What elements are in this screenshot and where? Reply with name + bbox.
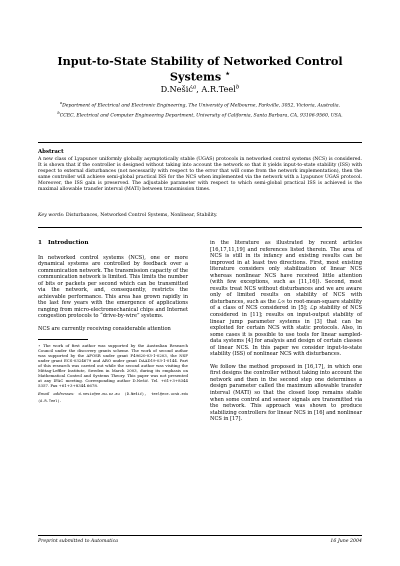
abstract-bottom-rule bbox=[38, 227, 362, 228]
footnote bbox=[38, 343, 188, 404]
paper-title bbox=[38, 54, 362, 84]
section-number: 1 bbox=[38, 240, 42, 246]
intro-paragraph-4: We follow the method proposed in [16,17], in which one first designs the controller without taking into account the network and then in the second step one determines a design parameter called the maximum allowable transfer interval (MATI) so that the closed loop remains stable when some control and sensor signals are transmitted via the network. This approach was shown to produce stabilizing controllers for linear NCS in [16] and nonlinear NCS in [17]. bbox=[210, 363, 362, 423]
title-footnote-mark: ⋆ bbox=[225, 68, 231, 78]
abstract-top-rule bbox=[38, 142, 362, 143]
affiliation-b bbox=[38, 111, 362, 119]
intro-paragraph-2: NCS are currently receiving considerable attention bbox=[38, 326, 171, 333]
intro-paragraph-3: in the literature as illustrated by recent articles [16,17,11,19] and references listed therein. The area of NCS is still in its infancy and existing results can be improved in at least two directions. First, most existing literature considers only stabilization of linear NCS whereas nonlinear NCS have received little attention (with few exceptions, such as [11,16]). Second, most results treat NCS without disturbances and we are aware only of limited results on stability of NCS with disturbances, such as the ℒ∞ to root-mean-square stability of a class of NCS considered in [5]; ℒp stability of NCS considered in [11]; results on input-output stability of linear jump parameter systems in [3] that can be exploited for certain NCS with static protocols. Also, in some cases it is possible to use tools for linear sampled-data systems [4] for analysis and design of certain classes of linear NCS. In this paper we consider input-to-state stability (ISS) of nonlinear NCS with disturbances. bbox=[210, 240, 362, 358]
email-label: Email addresses: bbox=[38, 391, 75, 397]
footer-date bbox=[330, 539, 362, 544]
section-heading bbox=[38, 240, 188, 247]
right-column bbox=[210, 240, 362, 429]
author-separator: , bbox=[196, 84, 199, 94]
footnote-mark: ⋆ bbox=[38, 342, 41, 348]
abstract-heading: Abstract bbox=[38, 149, 64, 155]
keywords-text: Disturbances, Networked Control Systems, Nonlinear, Stability. bbox=[65, 213, 218, 218]
author-list bbox=[38, 84, 362, 94]
intro-paragraph-1: In networked control systems (NCS), one or more dynamical systems are controlled by feedback over a communication network. The transmission capacity of the communication network is limited. This limits the number of bits or packets per second which can be transmitted via the network, and, consequently, restricts the achievable performance. This area has grown rapidly in the last few years with the emergence of applications ranging from micro-electromechanical chips and Internet congestion protocols to “drive-by-wire” systems. bbox=[38, 254, 188, 320]
footer-date-text: 16 June 2004 bbox=[330, 539, 362, 544]
keywords-label: Key words: bbox=[38, 213, 65, 218]
email-addresses[interactable]: d.nesic@ee.mu.oz.au (D.Nešić), teel@ece.ucsb.edu (A.R.Teel). bbox=[38, 392, 188, 403]
left-column bbox=[38, 240, 188, 404]
footnote-rule bbox=[38, 339, 88, 340]
section-title: Introduction bbox=[47, 240, 89, 246]
author-nesic: D.Nešić bbox=[160, 84, 193, 94]
author-teel: A.R.Teel bbox=[201, 84, 236, 94]
affiliation-a-mark: a bbox=[59, 101, 63, 105]
author-nesic-affil-mark: a bbox=[192, 84, 197, 91]
footnote-text: The work of first author was supported by the Australian Research Council under the discovery grants scheme. The work of second author was supported by the AFOSR under grant F49620-03-1-0203, the NSF under grant ECS-0324679 and ARO under grant DAAD19-03-1-0144. Part of this research was carried out while the second author was visiting the Mittag-Leffler Institute, Sweden in March 2003, during its emphasis on Mathematical Control and Systems Theory. This paper was not presented at any IFAC meeting. Corresponding author D.Nešić. Tel. +61+3+8344 5357. Fax +61+3+8344 6678. bbox=[38, 342, 188, 389]
affiliation-b-text: CCEC, Electrical and Computer Engineering Department, University of California, Santa Barbara, CA, 93106-9560, USA. bbox=[59, 113, 343, 119]
author-teel-affil-mark: b bbox=[235, 84, 240, 91]
affiliation-a bbox=[38, 101, 362, 109]
footer-preprint bbox=[38, 539, 118, 544]
footer-preprint-text: Preprint submitted to Automatica bbox=[38, 539, 119, 544]
affiliation-b-mark: b bbox=[57, 111, 60, 115]
abstract-text: A new class of Lyapunov uniformly globally asymptotically stable (UGAS) protocols in networked control systems (NCS) is considered. It is shown that if the controller is designed without taking into account the network so that it yields input-to-state stability (ISS) with respect to external disturbances (not necessarily with respect to the error that will come from the network implementation), then the same controller will achieve semi-global practical ISS for the NCS when implemented via the network with a Lyapunov UGAS protocol. Moreover, the ISS gain is preserved. The adjustable parameter with respect to which semi-global practical ISS is achieved is the maximal allowable transfer interval (MATI) between transmission times. bbox=[38, 157, 362, 193]
footer-rule bbox=[38, 535, 362, 536]
keywords bbox=[38, 213, 362, 218]
affiliation-a-text: Department of Electrical and Electronic Engineering, The University of Melbourne, Parkville, 3052, Victoria, Australia. bbox=[62, 103, 341, 109]
title-text: Input-to-State Stability of Networked Control Systems bbox=[57, 54, 343, 84]
